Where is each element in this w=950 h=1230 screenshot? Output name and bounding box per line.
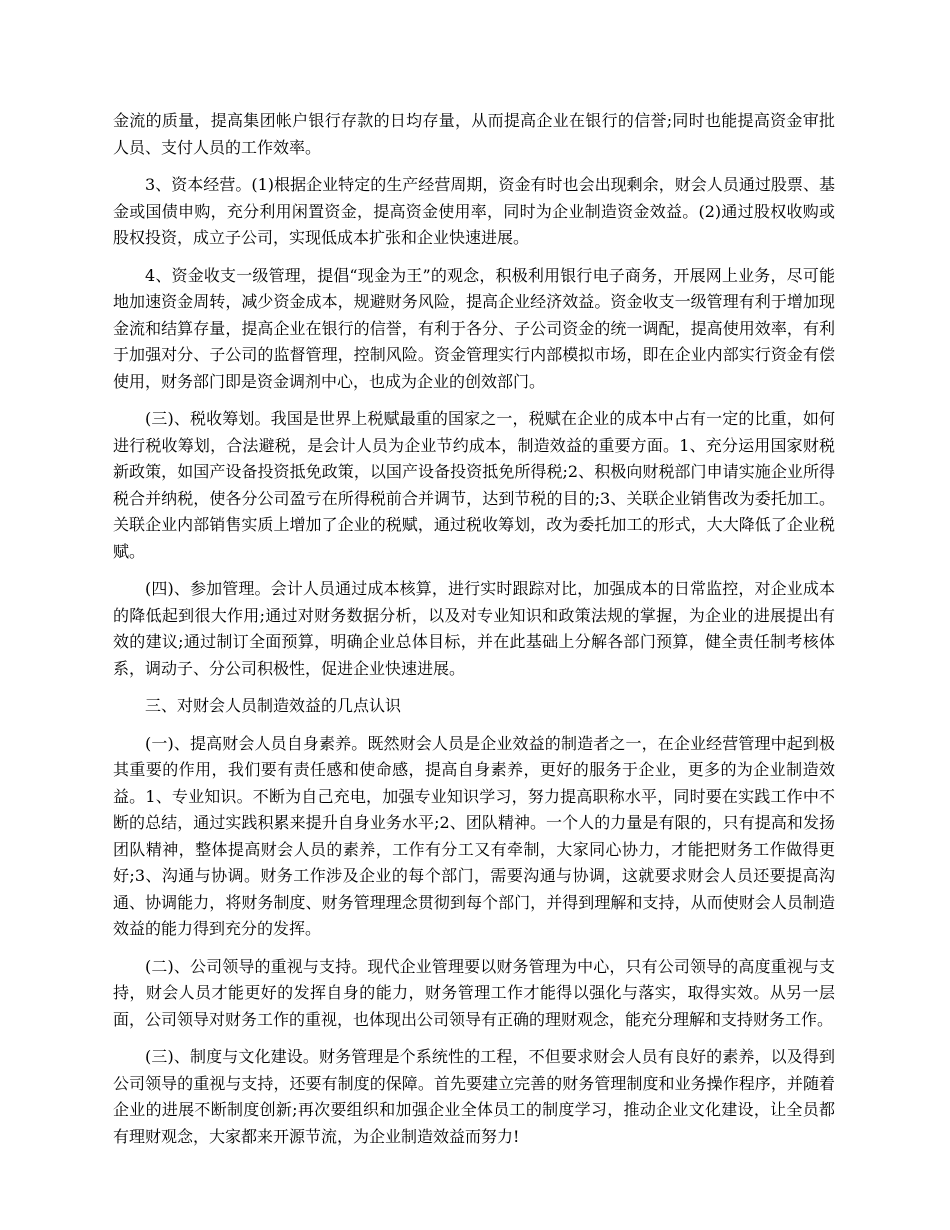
paragraph-leadership-support: (二)、公司领导的重视与支持。现代企业管理要以财务管理为中心，只有公司领导的高度重视与支持，财会人员才能更好的发挥自身的能力，财务管理工作才能得以强化与落实，取得实效。从另一层面，公司领导对财务工作的重视，也体现出公司领导有正确的理财观念，能充分理解和支持财务工作。: [113, 956, 835, 1029]
paragraph-system-culture: (三)、制度与文化建设。财务管理是个系统性的工程，不但要求财会人员有良好的素养，以及得到公司领导的重视与支持，还要有制度的保障。首先要建立完善的财务管理制度和业务操作程序，并随着企业的进展不断制度创新;再次要组织和加强企业全体员工的制度学习，推动企业文化建设，让全员都有理财观念，大家都来开源节流，为企业制造效益而努力!: [113, 1047, 835, 1146]
paragraph-fund-management: 4、资金收支一级管理，提倡“现金为王”的观念，积极利用银行电子商务，开展网上业务，尽可能地加速资金周转，减少资金成本，规避财务风险，提高企业经济效益。资金收支一级管理有利于增加现金流和结算存量，提高企业在银行的信誉，有利于各分、子公司资金的统一调配，提高使用效率，有利于加强对分、子公司的监督管理，控制风险。资金管理实行内部模拟市场，即在企业内部实行资金有偿使用，财务部门即是资金调剂中心，也成为企业的创效部门。: [113, 265, 835, 391]
paragraph-tax-planning: (三)、税收筹划。我国是世界上税赋最重的国家之一，税赋在企业的成本中占有一定的比重，如何进行税收筹划，合法避税，是会计人员为企业节约成本，制造效益的重要方面。1、充分运用国家财税新政策，如国产设备投资抵免政策，以国产设备投资抵免所得税;2、积极向财税部门申请实施企业所得税合并纳税，使各分公司盈亏在所得税前合并调节，达到节税的目的;3、关联企业销售改为委托加工。关联企业内部销售实质上增加了企业的税赋，通过税收筹划，改为委托加工的形式，大大降低了企业税赋。: [113, 409, 835, 561]
document-page: [113, 108, 835, 1161]
paragraph-capital-operation: 3、资本经营。(1)根据企业特定的生产经营周期，资金有时也会出现剩余，财会人员通过股票、基金或国债申购，充分利用闲置资金，提高资金使用率，同时为企业制造资金效益。(2)通过股权收购或股权投资，成立子公司，实现低成本扩张和企业快速进展。: [113, 175, 835, 247]
paragraph-participate-management: (四)、参加管理。会计人员通过成本核算，进行实时跟踪对比，加强成本的日常监控，对企业成本的降低起到很大作用;通过对财务数据分析，以及对专业知识和政策法规的掌握，为企业的进展提出有效的建议;通过制订全面预算，明确企业总体目标，并在此基础上分解各部门预算，健全责任制考核体系，调动子、分公司积极性，促进企业快速进展。: [113, 579, 835, 678]
section-heading: 三、对财会人员制造效益的几点认识: [145, 696, 402, 715]
paragraph-continued: 金流的质量，提高集团帐户银行存款的日均存量，从而提高企业在银行的信誉;同时也能提高资金审批人员、支付人员的工作效率。: [113, 111, 835, 157]
paragraph-self-improvement: (一)、提高财会人员自身素养。既然财会人员是企业效益的制造者之一，在企业经营管理中起到极其重要的作用，我们要有责任感和使命感，提高自身素养，更好的服务于企业，更多的为企业制造效益。1、专业知识。不断为自己充电，加强专业知识学习，努力提高职称水平，同时要在实践工作中不断的总结，通过实践积累来提升自身业务水平;2、团队精神。一个人的力量是有限的，只有提高和发扬团队精神，整体提高财会人员的素养，工作有分工又有牵制，大家同心协力，才能把财务工作做得更好;3、沟通与协调。财务工作涉及企业的每个部门，需要沟通与协调，这就要求财会人员还要提高沟通、协调能力，将财务制度、财务管理理念贯彻到每个部门，并得到理解和支持，从而使财会人员制造效益的能力得到充分的发挥。: [113, 733, 835, 938]
